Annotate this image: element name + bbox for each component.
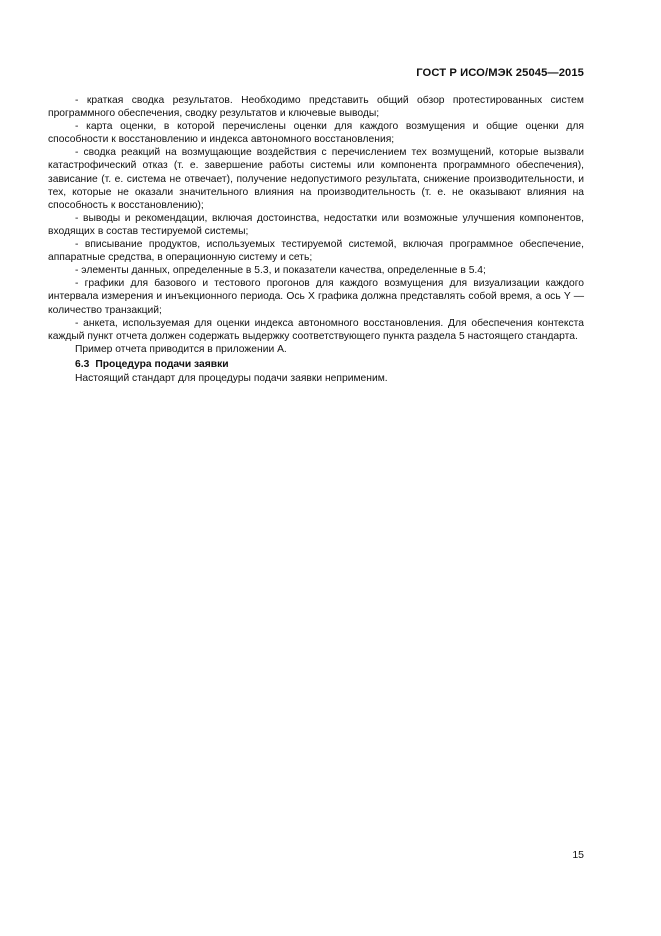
paragraph-products: - вписывание продуктов, используемых тестируемой системой, включая программное обеспечение, аппаратные средства, в операционную систему и сеть; xyxy=(48,239,584,264)
paragraph-example: Пример отчета приводится в приложении А. xyxy=(75,343,287,355)
paragraph-conclusions: - выводы и рекомендации, включая достоинства, недостатки или возможные улучшения компонентов, входящих в состав тестируемой системы; xyxy=(48,212,584,237)
section-number: 6.3 xyxy=(75,358,90,370)
paragraph-questionnaire: - анкета, используемая для оценки индекса автономного восстановления. Для обеспечения контекста каждый пункт отчета должен содержать выдержку соответствующего пункта раздела 5 настоящего стандарта. xyxy=(48,317,584,342)
paragraph-reaction-summary: - сводка реакций на возмущающие воздействия с перечислением тех возмущений, которые вызвали катастрофический отказ (т. е. завершение работы системы или компонента программного обеспечения), зависание (т. е. система не отвечает), получение недопустимого результата, снижение производительности, и тех, которые не оказали значительного влияния на производительность (т. е. не оказывают влияния на способность к восстановлению); xyxy=(48,147,584,211)
page-number: 15 xyxy=(572,849,584,861)
section-paragraph: Настоящий стандарт для процедуры подачи заявки неприменим. xyxy=(75,372,388,384)
paragraph-graphs: - графики для базового и тестового прогонов для каждого возмущения для визуализации каждого интервала измерения и инъекционного периода. Ось X графика должна представлять собой время, а ось Y — количество транзакций; xyxy=(48,278,584,316)
section-heading xyxy=(48,358,584,371)
document-body xyxy=(48,94,584,385)
paragraph-summary: - краткая сводка результатов. Необходимо представить общий обзор протестированных систем программного обеспечения, сводку результатов и ключевые выводы; xyxy=(48,95,584,120)
document-header: ГОСТ Р ИСО/МЭК 25045—2015 xyxy=(416,67,584,79)
paragraph-evaluation-map: - карта оценки, в которой перечислены оценки для каждого возмущения и общие оценки для способности к восстановлению и индекса автономного восстановления; xyxy=(48,121,584,146)
paragraph-data-elements: - элементы данных, определенные в 5.3, и показатели качества, определенные в 5.4; xyxy=(75,265,486,277)
section-title: Процедура подачи заявки xyxy=(95,358,229,370)
